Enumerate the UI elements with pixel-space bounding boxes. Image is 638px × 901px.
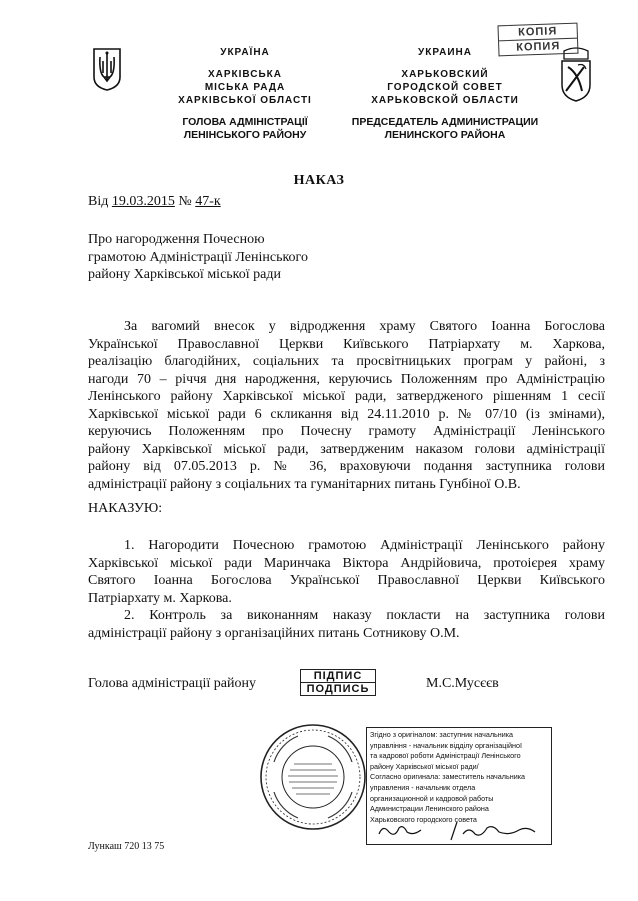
cert-line: та кадрової роботи Адміністрації Ленінського: [370, 751, 521, 761]
item2-line: адміністрації району з організаційних питань Сотникову О.М.: [88, 625, 460, 641]
copy-stamp-line1: КОПІЯ: [497, 23, 578, 42]
ukraine-coat-of-arms-icon: [92, 47, 122, 91]
copy-stamp-line2: КОПИЯ: [498, 39, 578, 57]
body-line: району Харківської міської ради, затвердженим наказом голови адміністрації: [88, 441, 605, 457]
signer-name: М.С.Мусєєв: [426, 676, 499, 691]
signature-stamp: [300, 669, 376, 696]
header-left-council-line3: ХАРКІВСЬКОЇ ОБЛАСТІ: [178, 95, 312, 106]
header-left-council-line1: ХАРКІВСЬКА: [207, 69, 283, 80]
cert-line: Згідно з оригіналом: заступник начальника: [370, 730, 514, 739]
header-left: [160, 46, 330, 142]
document-number: 47-к: [195, 194, 221, 209]
header-left-office-line2: ЛЕНІНСЬКОГО РАЙОНУ: [183, 129, 307, 141]
cert-line: организационной и кадровой работы: [370, 793, 494, 803]
round-seal-icon: [258, 722, 368, 832]
body-line: адміністрації району з соціальних та гуманітарних питань Гунбіної О.В.: [88, 476, 521, 492]
header-right-council-line2: ГОРОДСКОЙ СОВЕТ: [387, 82, 503, 93]
body-line: Харківської міської ради 6 скликання від 24.11.2010 р. № 07/10 (із змінами),: [88, 406, 605, 422]
signature-stamp-line2: ПОДПИСЬ: [301, 682, 375, 695]
date-prefix: Від: [88, 194, 109, 209]
order-items: [88, 537, 605, 642]
signer-title: Голова адміністрації району: [88, 676, 256, 691]
header-left-office-line1: ГОЛОВА АДМІНІСТРАЦІЇ: [182, 116, 308, 128]
header-right: [345, 46, 545, 142]
cert-line: управления - начальник отдела: [370, 782, 476, 792]
certification-stamp: [366, 727, 552, 845]
body-line: району від 07.05.2013 р. № 36, враховуючи подання заступника голови: [88, 459, 605, 474]
header-right-office-line1: ПРЕДСЕДАТЕЛЬ АДМИНИСТРАЦИИ: [351, 116, 539, 128]
header-left-country: УКРАЇНА: [220, 47, 270, 58]
item2-line: 2. Контроль за виконанням наказу покласти на заступника голови: [124, 608, 605, 623]
signature-stamp-line1: ПІДПИС: [313, 670, 363, 682]
body-line: керуючись Положенням про Почесну грамоту Адміністрації Ленінського: [88, 424, 605, 439]
item1-line: 1. Нагородити Почесною грамотою Адміністрації Ленінського району: [124, 538, 605, 553]
number-prefix: №: [178, 194, 192, 209]
order-word: НАКАЗУЮ:: [88, 501, 163, 516]
subject: [88, 231, 308, 284]
body-text: [88, 318, 605, 493]
body-line: За вагомий внесок у відродження храму Святого Іоанна Богослова: [124, 319, 605, 334]
header-right-council-line1: ХАРЬКОВСКИЙ: [401, 69, 489, 80]
item1-line: Святого Іоанна Богослова Української Православної Церкви Київського: [88, 573, 605, 588]
subject-line1: Про нагородження Почесною: [88, 232, 265, 247]
header-right-office-line2: ЛЕНИНСКОГО РАЙОНА: [384, 129, 506, 141]
kharkiv-city-arms-icon: [558, 47, 594, 103]
date-line: [88, 193, 221, 211]
subject-line3: району Харківської міської ради: [88, 267, 281, 282]
document-date: 19.03.2015: [111, 194, 175, 209]
cert-line: управління - начальник відділу організаційної: [370, 740, 522, 750]
header-left-council-line2: МІСЬКА РАДА: [204, 82, 286, 93]
cert-line: Харьковского городского совета: [370, 814, 477, 824]
document-type: НАКАЗ: [293, 173, 345, 188]
body-line: Ленінського району Харківської міської ради, затвердженого рішенням 1 сесії: [88, 389, 605, 404]
cert-line: Администрации Ленинского района: [370, 804, 489, 814]
cert-line: Согласно оригинала: заместитель начальника: [370, 772, 526, 782]
subject-line2: грамотою Адміністрації Ленінського: [88, 249, 308, 265]
handwritten-signatures: [369, 820, 549, 842]
body-line: Української Православної Церкви Київського Патріархату м. Харкова,: [88, 336, 605, 352]
header-right-council-line3: ХАРЬКОВСКОЙ ОБЛАСТИ: [371, 95, 519, 106]
header-right-country: УКРАИНА: [418, 47, 472, 58]
item1-line: Патріархату м. Харкова.: [88, 590, 232, 606]
body-line: нагоди 70 – річчя дня народження, керуючись Положенням про Адміністрацію: [88, 371, 605, 387]
body-line: реалізацію благодійних, соціальних та просвітницьких програм у районі, з: [88, 354, 605, 369]
cert-line: району Харківської міської ради/: [370, 761, 479, 771]
footer-note: Лункаш 720 13 75: [88, 841, 165, 852]
item1-line: Харківської міської ради Маринчака Віктора Андрійовича, протоієрея храму: [88, 555, 605, 571]
